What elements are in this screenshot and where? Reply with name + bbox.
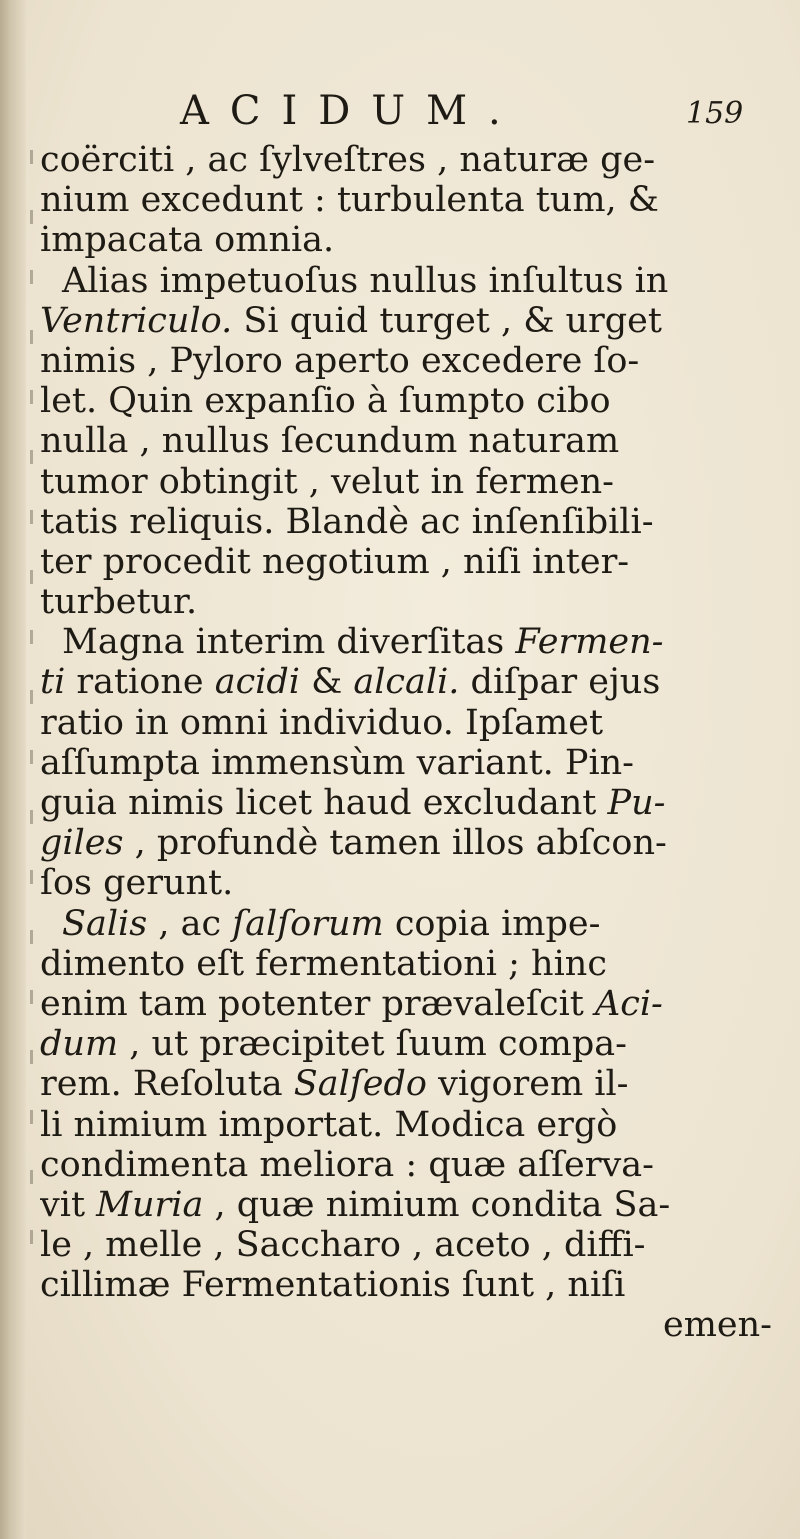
italic-term: ti xyxy=(40,662,66,703)
page-number: 159 xyxy=(686,96,744,131)
text-line: li nimium importat. Modica ergò xyxy=(40,1104,618,1145)
text-line xyxy=(40,984,792,1024)
text-line xyxy=(40,783,792,823)
italic-term: Salſedo xyxy=(293,1064,427,1105)
text-run: rem. Reſoluta xyxy=(40,1064,294,1105)
italic-term: Fermen- xyxy=(515,622,664,663)
running-head xyxy=(0,86,800,136)
text-line xyxy=(40,1024,792,1064)
italic-term: dum xyxy=(40,1024,119,1065)
text-run: vit xyxy=(40,1184,97,1225)
text-run: Si quid turget , & urget xyxy=(232,300,662,341)
italic-term: Pu- xyxy=(607,783,666,823)
text-line: cillimæ Fermentationis ſunt , niſi xyxy=(40,1265,626,1306)
italic-term: Muria xyxy=(96,1184,204,1225)
text-line: le , melle , Saccharo , aceto , diffi- xyxy=(40,1225,646,1266)
text-line xyxy=(40,622,792,662)
italic-term: Aci- xyxy=(594,983,663,1024)
text-run: enim tam potenter prævaleſcit xyxy=(40,983,595,1024)
text-line: dimento eſt fermentationi ; hinc xyxy=(40,943,607,984)
text-line xyxy=(40,662,792,702)
italic-term: Ventriculo. xyxy=(40,300,233,341)
text-run: , profundè tamen illos abſcon- xyxy=(123,823,667,864)
text-run: diſpar ejus xyxy=(459,662,661,703)
text-line xyxy=(40,1064,792,1104)
italic-term: acidi xyxy=(214,662,300,703)
text-line: condimenta meliora : quæ aſſerva- xyxy=(40,1144,654,1185)
italic-term: Salis xyxy=(62,903,148,944)
text-line: ſos gerunt. xyxy=(40,863,234,904)
text-line: nimis , Pyloro aperto excedere ſo- xyxy=(40,340,640,381)
text-line: let. Quin expanſio à ſumpto cibo xyxy=(40,381,611,422)
text-run: vigorem il- xyxy=(426,1064,629,1105)
text-line: ter procedit negotium , niſi inter- xyxy=(40,541,630,582)
text-line xyxy=(40,823,792,863)
text-line: impacata omnia. xyxy=(40,220,335,261)
text-run: ratione xyxy=(65,662,215,703)
text-run: guia nimis licet haud excludant xyxy=(40,783,608,823)
text-line: tatis reliquis. Blandè ac inſenſibili- xyxy=(40,501,654,542)
italic-term: ſalſorum xyxy=(232,903,384,944)
text-line: tumor obtingit , velut in fermen- xyxy=(40,461,614,502)
text-line: aſſumpta immensùm variant. Pin- xyxy=(40,742,635,783)
text-line: nium excedunt : turbulenta tum, & xyxy=(40,180,659,221)
text-run: , ut præcipitet ſuum compa- xyxy=(118,1024,627,1065)
text-run: Magna interim diverſitas xyxy=(62,622,516,663)
text-line xyxy=(40,1185,792,1225)
catchword: emen- xyxy=(663,1305,772,1346)
body-text xyxy=(40,140,792,1346)
text-run: & xyxy=(299,662,354,703)
text-line xyxy=(40,301,792,341)
running-head-title: ACIDUM. xyxy=(180,88,522,134)
text-line: Alias impetuoſus nullus inſultus in xyxy=(62,260,669,301)
text-run: , quæ nimium condita Sa- xyxy=(203,1184,671,1225)
italic-term: giles xyxy=(40,823,124,864)
text-line: nulla , nullus ſecundum naturam xyxy=(40,421,620,462)
text-line: ratio in omni individuo. Ipſamet xyxy=(40,702,604,743)
text-line: turbetur. xyxy=(40,582,198,623)
italic-term: alcali. xyxy=(353,662,460,703)
text-line xyxy=(40,904,792,944)
binding-edge xyxy=(0,0,26,1539)
text-line: coërciti , ac ſylveſtres , naturæ ge- xyxy=(40,140,656,180)
text-run: , ac xyxy=(147,903,233,944)
gutter-marks xyxy=(30,150,33,1250)
text-run: copia impe- xyxy=(383,903,601,944)
